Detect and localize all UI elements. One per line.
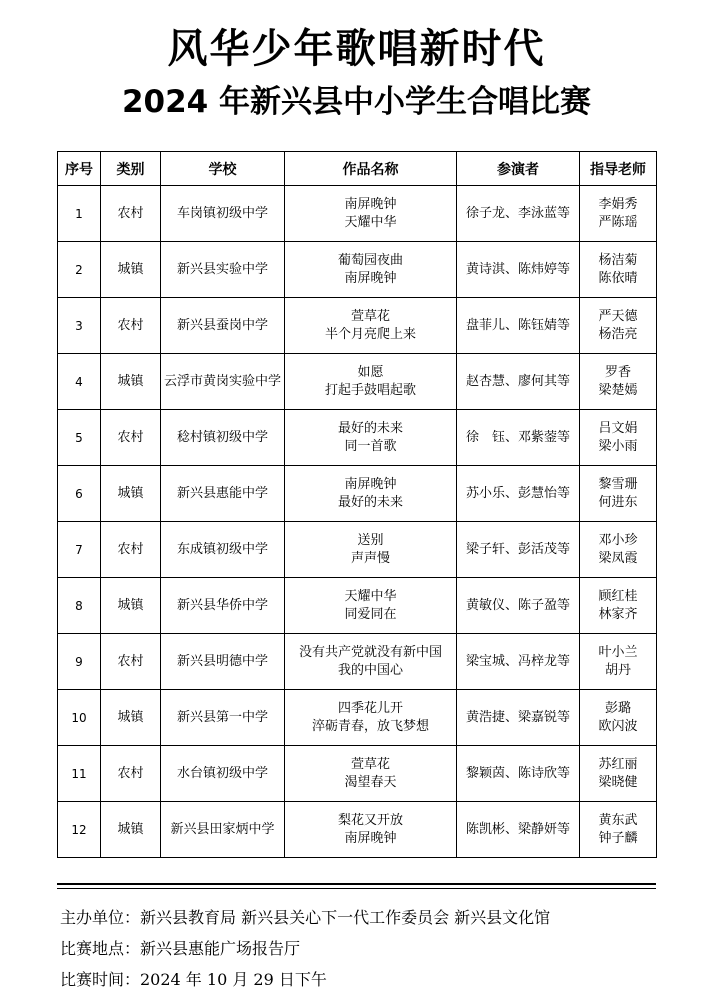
row-teachers xyxy=(580,186,657,242)
table-row xyxy=(58,298,657,354)
row-school: 新兴县实验中学 xyxy=(161,242,285,298)
row-teachers-line: 杨浩亮 xyxy=(598,326,638,342)
row-category: 农村 xyxy=(101,186,161,242)
table-row xyxy=(58,802,657,858)
row-school: 东成镇初级中学 xyxy=(161,522,285,578)
row-works-line: 淬砺青春，放飞梦想 xyxy=(311,718,429,734)
row-category: 城镇 xyxy=(101,466,161,522)
row-works-line: 如愿 xyxy=(357,364,384,380)
row-teachers-line: 邓小珍 xyxy=(598,532,638,548)
row-works xyxy=(285,746,457,802)
row-number: 4 xyxy=(58,354,101,410)
row-teachers xyxy=(580,466,657,522)
row-works-line: 我的中国心 xyxy=(337,662,403,678)
row-works xyxy=(285,802,457,858)
row-number: 7 xyxy=(58,522,101,578)
row-teachers-line: 梁楚嫣 xyxy=(598,382,638,398)
row-school: 新兴县明德中学 xyxy=(161,634,285,690)
column-header-works: 作品名称 xyxy=(285,152,457,186)
row-works-line: 同爱同在 xyxy=(344,606,397,622)
row-number: 11 xyxy=(58,746,101,802)
row-teachers-line: 欧闪波 xyxy=(598,718,638,734)
row-works-line: 没有共产党就没有新中国 xyxy=(298,644,442,660)
sub-title: 2024 年新兴县中小学生合唱比赛 xyxy=(121,84,592,120)
row-school: 新兴县蚕岗中学 xyxy=(161,298,285,354)
row-number: 2 xyxy=(58,242,101,298)
main-title: 风华少年歌唱新时代 xyxy=(167,26,546,72)
row-teachers xyxy=(580,522,657,578)
row-works-line: 半个月亮爬上来 xyxy=(324,326,416,342)
row-category: 农村 xyxy=(101,522,161,578)
row-works-line: 南屏晚钟 xyxy=(344,830,397,846)
row-teachers xyxy=(580,410,657,466)
row-teachers-line: 叶小兰 xyxy=(598,644,638,660)
row-school: 新兴县第一中学 xyxy=(161,690,285,746)
table-row xyxy=(58,186,657,242)
row-performers: 梁子轩、彭活茂等 xyxy=(457,522,580,578)
row-teachers-line: 林家齐 xyxy=(598,606,638,622)
row-works xyxy=(285,522,457,578)
row-teachers-line: 李娟秀 xyxy=(598,196,638,212)
row-teachers-line: 严陈瑶 xyxy=(598,214,638,230)
table-row xyxy=(58,410,657,466)
table-body xyxy=(58,186,657,858)
row-number: 9 xyxy=(58,634,101,690)
row-teachers-line: 梁凤霞 xyxy=(598,550,638,566)
table-row xyxy=(58,466,657,522)
table-row xyxy=(58,354,657,410)
row-works-line: 打起手鼓唱起歌 xyxy=(324,382,416,398)
row-works-line: 萱草花 xyxy=(350,756,390,772)
row-teachers xyxy=(580,634,657,690)
row-works-line: 葡萄园夜曲 xyxy=(337,252,403,268)
row-category: 城镇 xyxy=(101,802,161,858)
row-number: 1 xyxy=(58,186,101,242)
row-category: 城镇 xyxy=(101,354,161,410)
row-performers: 苏小乐、彭慧怡等 xyxy=(457,466,580,522)
row-works-line: 南屏晚钟 xyxy=(344,476,397,492)
row-works-line: 声声慢 xyxy=(350,550,390,566)
row-teachers-line: 彭璐 xyxy=(604,700,631,716)
row-performers: 黎颖茵、陈诗欣等 xyxy=(457,746,580,802)
table-row xyxy=(58,746,657,802)
row-category: 农村 xyxy=(101,298,161,354)
time-line: 比赛时间：2024 年 10 月 29 日下午 xyxy=(60,970,327,989)
table-row xyxy=(58,242,657,298)
row-performers: 徐 钰、邓紫蓥等 xyxy=(457,410,580,466)
row-teachers-line: 罗香 xyxy=(604,364,631,380)
row-category: 城镇 xyxy=(101,242,161,298)
row-works-line: 渴望春天 xyxy=(344,774,397,790)
venue-line: 比赛地点：新兴县惠能广场报告厅 xyxy=(60,939,301,958)
row-teachers-line: 钟子麟 xyxy=(598,830,638,846)
row-number: 5 xyxy=(58,410,101,466)
row-school: 新兴县华侨中学 xyxy=(161,578,285,634)
row-works-line: 南屏晚钟 xyxy=(344,270,397,286)
row-school: 新兴县惠能中学 xyxy=(161,466,285,522)
row-works-line: 天耀中华 xyxy=(344,214,397,230)
row-works-line: 天耀中华 xyxy=(344,588,397,604)
row-works-line: 同一首歌 xyxy=(344,438,397,454)
row-performers: 梁宝城、冯梓龙等 xyxy=(457,634,580,690)
row-teachers-line: 吕文娟 xyxy=(598,420,638,436)
row-performers: 赵杏慧、廖何其等 xyxy=(457,354,580,410)
table-row xyxy=(58,634,657,690)
row-number: 12 xyxy=(58,802,101,858)
row-category: 农村 xyxy=(101,746,161,802)
footer-info xyxy=(60,902,700,995)
row-teachers xyxy=(580,298,657,354)
row-teachers-line: 何进东 xyxy=(598,494,638,510)
row-teachers-line: 严天德 xyxy=(598,308,638,324)
row-teachers-line: 梁小雨 xyxy=(598,438,638,454)
row-works-line: 最好的未来 xyxy=(337,420,403,436)
row-works xyxy=(285,242,457,298)
row-works-line: 最好的未来 xyxy=(337,494,403,510)
row-number: 10 xyxy=(58,690,101,746)
row-school: 稔村镇初级中学 xyxy=(161,410,285,466)
row-performers: 黄敏仪、陈子盈等 xyxy=(457,578,580,634)
row-works xyxy=(285,578,457,634)
row-school: 水台镇初级中学 xyxy=(161,746,285,802)
row-works xyxy=(285,634,457,690)
row-works xyxy=(285,410,457,466)
column-header-no: 序号 xyxy=(58,152,101,186)
row-number: 8 xyxy=(58,578,101,634)
row-teachers xyxy=(580,802,657,858)
table-row xyxy=(58,522,657,578)
row-number: 3 xyxy=(58,298,101,354)
row-teachers-line: 杨洁菊 xyxy=(598,252,638,268)
row-teachers-line: 梁晓健 xyxy=(598,774,638,790)
row-number: 6 xyxy=(58,466,101,522)
row-teachers-line: 黄东武 xyxy=(598,812,638,828)
row-teachers-line: 苏红丽 xyxy=(598,756,638,772)
table-row xyxy=(58,578,657,634)
footer-divider-thin xyxy=(57,888,656,889)
row-teachers-line: 陈依晴 xyxy=(598,270,638,286)
row-performers: 徐子龙、李泳蓝等 xyxy=(457,186,580,242)
row-performers: 盘菲儿、陈钰婧等 xyxy=(457,298,580,354)
row-works-line: 萱草花 xyxy=(350,308,390,324)
column-header-teachers: 指导老师 xyxy=(580,152,657,186)
row-works xyxy=(285,466,457,522)
row-school: 新兴县田家炳中学 xyxy=(161,802,285,858)
row-teachers xyxy=(580,578,657,634)
row-teachers xyxy=(580,242,657,298)
row-works-line: 南屏晚钟 xyxy=(344,196,397,212)
row-teachers xyxy=(580,746,657,802)
row-category: 城镇 xyxy=(101,578,161,634)
row-category: 城镇 xyxy=(101,690,161,746)
row-teachers-line: 顾红桂 xyxy=(598,588,638,604)
row-works xyxy=(285,354,457,410)
row-works-line: 四季花儿开 xyxy=(337,700,403,716)
row-works-line: 送别 xyxy=(357,532,384,548)
column-header-school: 学校 xyxy=(161,152,285,186)
program-table xyxy=(57,151,657,858)
column-header-category: 类别 xyxy=(101,152,161,186)
row-category: 农村 xyxy=(101,410,161,466)
row-teachers xyxy=(580,354,657,410)
row-performers: 陈凯彬、梁静妍等 xyxy=(457,802,580,858)
column-header-performers: 参演者 xyxy=(457,152,580,186)
row-school: 云浮市黄岗实验中学 xyxy=(161,354,285,410)
row-teachers-line: 胡丹 xyxy=(604,662,631,678)
row-school: 车岗镇初级中学 xyxy=(161,186,285,242)
row-works-line: 梨花又开放 xyxy=(337,812,403,828)
row-performers: 黄诗淇、陈炜婷等 xyxy=(457,242,580,298)
row-works xyxy=(285,298,457,354)
organizers-line: 主办单位：新兴县教育局 新兴县关心下一代工作委员会 新兴县文化馆 xyxy=(60,908,551,927)
row-category: 农村 xyxy=(101,634,161,690)
table-header-row xyxy=(58,152,657,186)
row-performers: 黄浩捷、梁嘉锐等 xyxy=(457,690,580,746)
row-teachers xyxy=(580,690,657,746)
table-row xyxy=(58,690,657,746)
row-works xyxy=(285,186,457,242)
footer-divider-thick xyxy=(57,883,656,885)
row-works xyxy=(285,690,457,746)
row-teachers-line: 黎雪珊 xyxy=(598,476,638,492)
